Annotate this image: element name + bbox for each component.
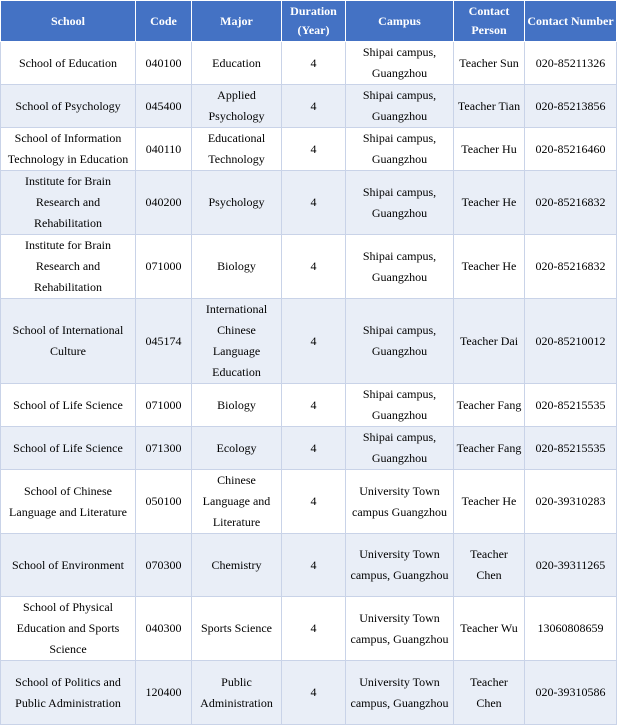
campus-cell: University Town campus, Guangzhou xyxy=(346,661,454,725)
header-contact-number: Contact Number xyxy=(525,1,617,42)
code-cell: 040300 xyxy=(136,597,192,661)
table-row xyxy=(1,534,617,597)
major-cell: Applied Psychology xyxy=(192,85,282,128)
header-school: School xyxy=(1,1,136,42)
school-cell: School of Physical Education and Sports Science xyxy=(1,597,136,661)
school-cell: School of Information Technology in Education xyxy=(1,128,136,171)
duration-cell: 4 xyxy=(282,534,346,597)
duration-cell: 4 xyxy=(282,597,346,661)
table-row xyxy=(1,171,617,235)
school-cell: Institute for Brain Research and Rehabilitation xyxy=(1,235,136,299)
school-cell: School of Chinese Language and Literature xyxy=(1,470,136,534)
contact-person-cell: Teacher Tian xyxy=(454,85,525,128)
header-duration: Duration (Year) xyxy=(282,1,346,42)
contact-person-cell: Teacher He xyxy=(454,470,525,534)
school-cell: School of Environment xyxy=(1,534,136,597)
major-cell: Psychology xyxy=(192,171,282,235)
contact-person-cell: Teacher Fang xyxy=(454,384,525,427)
duration-cell: 4 xyxy=(282,661,346,725)
contact-number-cell: 020-85216832 xyxy=(525,235,617,299)
table-row xyxy=(1,128,617,171)
contact-person-cell: Teacher Dai xyxy=(454,299,525,384)
duration-cell: 4 xyxy=(282,299,346,384)
contact-person-cell: Teacher Sun xyxy=(454,42,525,85)
contact-person-cell: Teacher Fang xyxy=(454,427,525,470)
code-cell: 071300 xyxy=(136,427,192,470)
duration-cell: 4 xyxy=(282,42,346,85)
major-cell: Chinese Language and Literature xyxy=(192,470,282,534)
duration-cell: 4 xyxy=(282,85,346,128)
school-cell: School of Psychology xyxy=(1,85,136,128)
contact-number-cell: 13060808659 xyxy=(525,597,617,661)
table-row xyxy=(1,597,617,661)
table-row xyxy=(1,42,617,85)
major-cell: Chemistry xyxy=(192,534,282,597)
contact-number-cell: 020-85215535 xyxy=(525,427,617,470)
campus-cell: University Town campus, Guangzhou xyxy=(346,597,454,661)
header-contact-person: Contact Person xyxy=(454,1,525,42)
campus-cell: Shipai campus, Guangzhou xyxy=(346,235,454,299)
contact-person-cell: Teacher Chen xyxy=(454,661,525,725)
contact-number-cell: 020-39310586 xyxy=(525,661,617,725)
contact-number-cell: 020-85211326 xyxy=(525,42,617,85)
campus-cell: Shipai campus, Guangzhou xyxy=(346,384,454,427)
table-row xyxy=(1,299,617,384)
contact-number-cell: 020-85216832 xyxy=(525,171,617,235)
table-row xyxy=(1,384,617,427)
duration-cell: 4 xyxy=(282,171,346,235)
campus-cell: University Town campus, Guangzhou xyxy=(346,534,454,597)
school-cell: School of Education xyxy=(1,42,136,85)
school-cell: School of Life Science xyxy=(1,427,136,470)
contact-number-cell: 020-85213856 xyxy=(525,85,617,128)
code-cell: 045174 xyxy=(136,299,192,384)
major-cell: Educational Technology xyxy=(192,128,282,171)
major-cell: Public Administration xyxy=(192,661,282,725)
duration-cell: 4 xyxy=(282,427,346,470)
contact-person-cell: Teacher He xyxy=(454,171,525,235)
campus-cell: Shipai campus, Guangzhou xyxy=(346,299,454,384)
contact-person-cell: Teacher He xyxy=(454,235,525,299)
contact-number-cell: 020-85210012 xyxy=(525,299,617,384)
code-cell: 045400 xyxy=(136,85,192,128)
school-cell: School of International Culture xyxy=(1,299,136,384)
duration-cell: 4 xyxy=(282,128,346,171)
code-cell: 071000 xyxy=(136,235,192,299)
table-row xyxy=(1,85,617,128)
major-cell: Biology xyxy=(192,384,282,427)
campus-cell: Shipai campus, Guangzhou xyxy=(346,427,454,470)
major-cell: International Chinese Language Education xyxy=(192,299,282,384)
code-cell: 071000 xyxy=(136,384,192,427)
table-row xyxy=(1,661,617,725)
major-cell: Ecology xyxy=(192,427,282,470)
code-cell: 070300 xyxy=(136,534,192,597)
code-cell: 050100 xyxy=(136,470,192,534)
school-cell: Institute for Brain Research and Rehabilitation xyxy=(1,171,136,235)
major-cell: Sports Science xyxy=(192,597,282,661)
table-row xyxy=(1,470,617,534)
code-cell: 120400 xyxy=(136,661,192,725)
campus-cell: Shipai campus, Guangzhou xyxy=(346,128,454,171)
major-cell: Biology xyxy=(192,235,282,299)
header-code: Code xyxy=(136,1,192,42)
code-cell: 040200 xyxy=(136,171,192,235)
duration-cell: 4 xyxy=(282,384,346,427)
header-campus: Campus xyxy=(346,1,454,42)
campus-cell: Shipai campus, Guangzhou xyxy=(346,42,454,85)
contact-person-cell: Teacher Wu xyxy=(454,597,525,661)
duration-cell: 4 xyxy=(282,470,346,534)
school-cell: School of Life Science xyxy=(1,384,136,427)
table-body xyxy=(1,42,617,725)
header-major: Major xyxy=(192,1,282,42)
contact-number-cell: 020-85216460 xyxy=(525,128,617,171)
table-row xyxy=(1,427,617,470)
campus-cell: Shipai campus, Guangzhou xyxy=(346,171,454,235)
code-cell: 040100 xyxy=(136,42,192,85)
contact-number-cell: 020-39311265 xyxy=(525,534,617,597)
campus-cell: University Town campus Guangzhou xyxy=(346,470,454,534)
code-cell: 040110 xyxy=(136,128,192,171)
contact-person-cell: Teacher Chen xyxy=(454,534,525,597)
contact-person-cell: Teacher Hu xyxy=(454,128,525,171)
campus-cell: Shipai campus, Guangzhou xyxy=(346,85,454,128)
contact-number-cell: 020-39310283 xyxy=(525,470,617,534)
major-cell: Education xyxy=(192,42,282,85)
header-row xyxy=(1,1,617,42)
duration-cell: 4 xyxy=(282,235,346,299)
school-cell: School of Politics and Public Administration xyxy=(1,661,136,725)
table-row xyxy=(1,235,617,299)
contact-number-cell: 020-85215535 xyxy=(525,384,617,427)
